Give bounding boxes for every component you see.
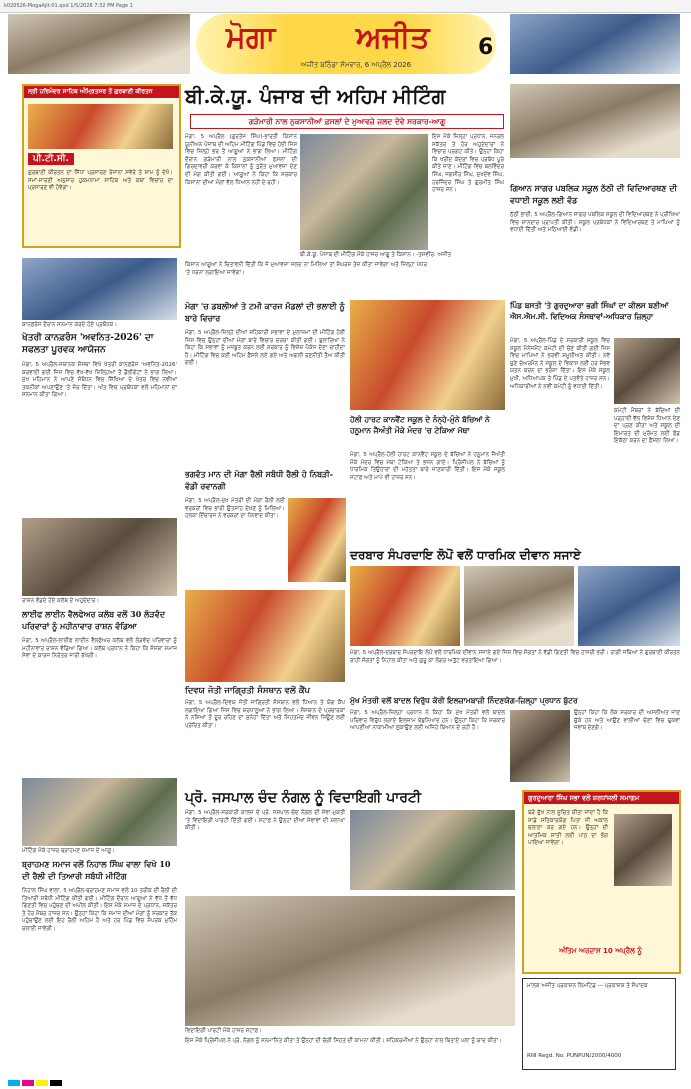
lead-body-1: ਮੋਗਾ, 5 ਅਪ੍ਰੈਲ (ਗੁਰਤੇਜ ਸਿੰਘ)-ਭਾਰਤੀ ਕਿਸਾਨ ਯੂਨੀਅਨ ਪੰਜਾਬ ਦੀ ਅਹਿਮ ਮੀਟਿੰਗ ਪਿੰਡ ਵਿਚ ਹੋਈ ਜਿਸ ਵਿਚ ਜ਼ਿਲ੍ਹੇ ਭਰ ਤੋਂ ਆਗੂਆਂ ਨੇ ਭਾਗ ਲਿਆ। ਮੀਟਿੰਗ ਦੌਰਾਨ ਗੜੇਮਾਰੀ ਨਾਲ ਨੁਕਸਾਨੀਆਂ ਫ਼ਸਲਾਂ ਦੀ ਗਿਰਦਾਵਰੀ ਕਰਵਾ ਕੇ ਕਿਸਾਨਾਂ ਨੂੰ ਤੁਰੰਤ ਮੁਆਵਜ਼ਾ ਦੇਣ ਦੀ ਮੰਗ ਕੀਤੀ ਗਈ। ਆਗੂਆਂ ਨੇ ਕਿਹਾ ਕਿ ਸਰਕਾਰ ਕਿਸਾਨਾਂ ਦੀਆਂ ਮੰਗਾਂ ਵੱਲ ਧਿਆਨ ਨਹੀਂ ਦੇ ਰਹੀ। [185, 134, 297, 186]
darbar-headline: ਦਰਬਾਰ ਸੰਪਰਦਾਇ ਲੋਪੋਂ ਵਲੋਂ ਧਾਰਮਿਕ ਦੀਵਾਨ ਸਜਾਏ [350, 548, 581, 562]
right-ad-portrait [614, 814, 672, 886]
bhagwant-photo [288, 498, 346, 582]
brahman-photo [22, 778, 177, 846]
lead-photo [300, 134, 428, 250]
vidyarthi-photo [614, 338, 680, 404]
kheti-photo [22, 258, 177, 320]
jaspal-body-2: ਇਸ ਮੌਕੇ ਪ੍ਰਿੰਸੀਪਲ ਨੇ ਪ੍ਰੋ. ਨੰਗਲ ਨੂੰ ਸਨਮਾਨਿਤ ਕੀਤਾ ਤੇ ਉਨ੍ਹਾਂ ਦੀ ਚੰਗੀ ਸਿਹਤ ਦੀ ਕਾਮਨਾ ਕੀਤੀ। ਸਹਿਕਰਮੀਆਂ ਨੇ ਉਨ੍ਹਾਂ ਨਾਲ ਬਿਤਾਏ ਪਲਾਂ ਨੂੰ ਯਾਦ ਕੀਤਾ। [185, 1038, 502, 1044]
mangal-body: ਮੋਗਾ, 5 ਅਪ੍ਰੈਲ-ਜ਼ਿਲ੍ਹੇ ਦੀਆਂ ਸਹਿਕਾਰੀ ਸਭਾਵਾਂ ਦੇ ਮੁਲਾਜ਼ਮਾਂ ਦੀ ਮੀਟਿੰਗ ਹੋਈ ਜਿਸ ਵਿਚ ਉਨ੍ਹਾਂ ਦੀਆਂ ਮੰਗਾਂ ਬਾਰੇ ਵਿਚਾਰ ਚਰਚਾ ਕੀਤੀ ਗਈ। ਬੁਲਾਰਿਆਂ ਨੇ ਕਿਹਾ ਕਿ ਸਭਾਵਾਂ ਨੂੰ ਮਜ਼ਬੂਤ ਕਰਨ ਲਈ ਸਰਕਾਰ ਨੂੰ ਵਿਸ਼ੇਸ਼ ਪੈਕੇਜ ਦੇਣਾ ਚਾਹੀਦਾ ਹੈ। ਮੀਟਿੰਗ ਵਿਚ ਕਈ ਅਹਿਮ ਫ਼ੈਸਲੇ ਲਏ ਗਏ ਅਤੇ ਅਗਲੀ ਰਣਨੀਤੀ ਤੈਅ ਕੀਤੀ ਗਈ। [185, 330, 345, 367]
rni-number: RNI Regd. No. PUNPUN/2000/4000 [527, 1053, 622, 1059]
divya-body: ਮੋਗਾ, 5 ਅਪ੍ਰੈਲ-ਦਿਵਯ ਜੋਤੀ ਜਾਗ੍ਰਿਤੀ ਸੰਸਥਾਨ ਵਲੋਂ ਧਿਆਨ ਤੇ ਯੋਗ ਕੈਂਪ ਲਗਾਇਆ ਗਿਆ ਜਿਸ ਵਿਚ ਸ਼ਰਧਾਲੂਆਂ ਨੇ ਭਾਗ ਲਿਆ। ਸੰਸਥਾਨ ਦੇ ਪ੍ਰਚਾਰਕਾਂ ਨੇ ਨਸ਼ਿਆਂ ਤੋਂ ਦੂਰ ਰਹਿਣ ਦਾ ਸੁਨੇਹਾ ਦਿੱਤਾ ਅਤੇ ਸਿਹਤਮੰਦ ਜੀਵਨ ਜਿਊਣ ਲਈ ਪ੍ਰੇਰਿਤ ਕੀਤਾ। [185, 700, 345, 729]
left-ad-tag: ਪੀ.ਟੀ.ਸੀ. [28, 153, 74, 165]
lead-body-2: ਇਸ ਮੌਕੇ ਜ਼ਿਲ੍ਹਾ ਪ੍ਰਧਾਨ, ਜਨਰਲ ਸਕੱਤਰ ਤੇ ਹੋਰ ਅਹੁਦੇਦਾਰਾਂ ਨੇ ਵਿਚਾਰ ਪ੍ਰਗਟ ਕੀਤੇ। ਉਨ੍ਹਾਂ ਕਿਹਾ ਕਿ ਖਰੀਦ ਕੇਂਦਰਾਂ ਵਿਚ ਪ੍ਰਬੰਧ ਪੂਰੇ ਕੀਤੇ ਜਾਣ। ਮੀਟਿੰਗ ਵਿਚ ਬਲਵਿੰਦਰ ਸਿੰਘ, ਜਗਸੀਰ ਸਿੰਘ, ਸੁਖਦੇਵ ਸਿੰਘ, ਹਰਜਿੰਦਰ ਸਿੰਘ ਤੇ ਗੁਰਮੀਤ ਸਿੰਘ ਹਾਜ਼ਰ ਸਨ। [432, 134, 504, 194]
right-ad-text: ਬੜੇ ਦੁੱਖ ਨਾਲ ਸੂਚਿਤ ਕੀਤਾ ਜਾਂਦਾ ਹੈ ਕਿ ਸਾਡੇ ਸਤਿਕਾਰਯੋਗ ਪਿਤਾ ਜੀ ਅਕਾਲ ਚਲਾਣਾ ਕਰ ਗਏ ਹਨ। ਉਨ੍ਹਾਂ ਦੀ ਆਤਮਿਕ ਸ਼ਾਂਤੀ ਲਈ ਪਾਠ ਦਾ ਭੋਗ ਪਾਇਆ ਜਾਵੇਗਾ। [528, 810, 608, 847]
brahman-headline: ਬ੍ਰਾਹਮਣ ਸਮਾਜ ਵਲੋਂ ਨਿਹਾਲ ਸਿੰਘ ਵਾਲਾ ਵਿਖੇ 10 ਦੀ ਰੈਲੀ ਦੀ ਤਿਆਰੀ ਸਬੰਧੀ ਮੀਟਿੰਗ [22, 859, 171, 881]
masthead-photo-right [510, 14, 680, 74]
holi-photo [350, 300, 505, 410]
brahman-body: ਨਿਹਾਲ ਸਿੰਘ ਵਾਲਾ, 5 ਅਪ੍ਰੈਲ-ਬ੍ਰਾਹਮਣ ਸਮਾਜ ਵਲੋਂ 10 ਤਰੀਕ ਦੀ ਰੈਲੀ ਦੀ ਤਿਆਰੀ ਸਬੰਧੀ ਮੀਟਿੰਗ ਕੀਤੀ ਗਈ। ਮੀਟਿੰਗ ਦੌਰਾਨ ਆਗੂਆਂ ਨੇ ਵੱਧ ਤੋਂ ਵੱਧ ਗਿਣਤੀ ਵਿਚ ਪਹੁੰਚਣ ਦੀ ਅਪੀਲ ਕੀਤੀ। ਇਸ ਮੌਕੇ ਸਮਾਜ ਦੇ ਪ੍ਰਧਾਨ, ਸਕੱਤਰ ਤੇ ਹੋਰ ਮੈਂਬਰ ਹਾਜ਼ਰ ਸਨ। ਉਨ੍ਹਾਂ ਕਿਹਾ ਕਿ ਸਮਾਜ ਦੀਆਂ ਮੰਗਾਂ ਨੂੰ ਸਰਕਾਰ ਤੱਕ ਪਹੁੰਚਾਉਣ ਲਈ ਇਹ ਰੈਲੀ ਅਹਿਮ ਹੈ ਅਤੇ ਹਰ ਪਿੰਡ ਵਿਚ ਸੰਪਰਕ ਮੁਹਿੰਮ ਚਲਾਈ ਜਾਵੇਗੀ। [22, 888, 177, 932]
gyan-sagar-body: ਠੱਠੀ ਭਾਈ, 5 ਅਪ੍ਰੈਲ-ਗਿਆਨ ਸਾਗਰ ਪਬਲਿਕ ਸਕੂਲ ਦੀ ਵਿਦਿਆਰਥਣ ਨੇ ਪ੍ਰੀਖਿਆ ਵਿਚ ਸ਼ਾਨਦਾਰ ਪ੍ਰਾਪਤੀ ਕੀਤੀ। ਸਕੂਲ ਪ੍ਰਬੰਧਕਾਂ ਨੇ ਵਿਦਿਆਰਥਣ ਤੇ ਮਾਪਿਆਂ ਨੂੰ ਵਧਾਈ ਦਿੱਤੀ ਅਤੇ ਮਠਿਆਈ ਵੰਡੀ। [510, 212, 680, 234]
brahman-caption: ਮੀਟਿੰਗ ਮੌਕੇ ਹਾਜ਼ਰ ਬ੍ਰਾਹਮਣ ਸਮਾਜ ਦੇ ਆਗੂ। [22, 848, 115, 854]
left-ad-photo [28, 104, 173, 149]
lead-caption: ਬੀ.ਕੇ.ਯੂ. ਪੰਜਾਬ ਦੀ ਮੀਟਿੰਗ ਮੌਕੇ ਹਾਜ਼ਰ ਆਗੂ ਤੇ ਕਿਸਾਨ। -ਤਸਵੀਰ: ਅਜੀਤ [300, 252, 452, 258]
lions-headline: ਲਾਈਫ ਲਾਈਨ ਵੈਲਫੇਅਰ ਕਲੱਬ ਵਲੋਂ 30 ਲੋੜਵੰਦ ਪਰਿਵਾਰਾਂ ਨੂੰ ਮਹੀਨਾਵਾਰ ਰਾਸ਼ਨ ਵੰਡਿਆ [22, 609, 165, 631]
lions-caption: ਰਾਸ਼ਨ ਵੰਡਦੇ ਹੋਏ ਕਲੱਬ ਦੇ ਅਹੁਦੇਦਾਰ। [22, 598, 100, 604]
darbar-photo-2 [464, 566, 574, 646]
gyan-sagar-photo [510, 84, 680, 158]
page-number: 6 [478, 35, 494, 60]
mukh-mantri-photo [510, 710, 570, 782]
holi-headline: ਹੋਲੀ ਹਾਰਟ ਕਾਨਵੈਂਟ ਸਕੂਲ ਦੇ ਨੰਨ੍ਹੇ-ਮੁੰਨੇ ਬੱਚਿਆਂ ਨੇ ਹਨੂਮਾਨ ਜੈਅੰਤੀ ਮੌਕੇ ਮੰਦਰ 'ਚ ਟੇਕਿਆ ਮੱਥਾ [350, 415, 490, 435]
mukh-mantri-headline: ਮੁੱਖ ਮੰਤਰੀ ਵਲੋਂ ਬਾਦਲ ਵਿਰੁੱਧ ਕੋਰੀ ਇਲਜ਼ਾਮਬਾਜ਼ੀ ਨਿੰਦਣਯੋਗ-ਜ਼ਿਲ੍ਹਾ ਪ੍ਰਧਾਨ ਬੁੱਟਰ [350, 696, 578, 705]
bhagwant-body: ਮੋਗਾ, 5 ਅਪ੍ਰੈਲ-ਮੁੱਖ ਮੰਤਰੀ ਦੀ ਮੋਗਾ ਰੈਲੀ ਲਈ ਵਰਕਰਾਂ ਵਿਚ ਭਾਰੀ ਉਤਸ਼ਾਹ ਦੇਖਣ ਨੂੰ ਮਿਲਿਆ। ਹਲਕਾ ਇੰਚਾਰਜ ਨੇ ਵਰਕਰਾਂ ਦਾ ਧੰਨਵਾਦ ਕੀਤਾ। [185, 498, 285, 520]
right-ad [522, 790, 681, 974]
lions-photo [22, 518, 177, 596]
vidyarthi-body: ਮੋਗਾ, 5 ਅਪ੍ਰੈਲ-ਪਿੰਡ ਦੇ ਸਰਕਾਰੀ ਸਕੂਲ ਵਿਚ ਸਕੂਲ ਮੈਨੇਜਮੈਂਟ ਕਮੇਟੀ ਦੀ ਚੋਣ ਕੀਤੀ ਗਈ ਜਿਸ ਵਿਚ ਮਾਪਿਆਂ ਨੇ ਭਰਵੀਂ ਸ਼ਮੂਲੀਅਤ ਕੀਤੀ। ਨਵੇਂ ਚੁਣੇ ਚੇਅਰਮੈਨ ਨੇ ਸਕੂਲ ਦੇ ਵਿਕਾਸ ਲਈ ਹਰ ਸੰਭਵ ਯਤਨ ਕਰਨ ਦਾ ਭਰੋਸਾ ਦਿੱਤਾ। ਇਸ ਮੌਕੇ ਸਕੂਲ ਮੁਖੀ, ਅਧਿਆਪਕ ਤੇ ਪਿੰਡ ਦੇ ਪਤਵੰਤੇ ਹਾਜ਼ਰ ਸਨ। ਅਧਿਕਾਰੀਆਂ ਨੇ ਨਵੀਂ ਕਮੇਟੀ ਨੂੰ ਵਧਾਈ ਦਿੱਤੀ। [510, 338, 610, 390]
mukh-mantri-body-2: ਉਨ੍ਹਾਂ ਕਿਹਾ ਕਿ ਲੋਕ ਸਰਕਾਰ ਦੀ ਅਸਲੀਅਤ ਜਾਣ ਚੁੱਕੇ ਹਨ ਅਤੇ ਆਉਣ ਵਾਲੀਆਂ ਚੋਣਾਂ ਵਿਚ ਢੁਕਵਾਂ ਜਵਾਬ ਦੇਣਗੇ। [574, 710, 680, 732]
imprint-box [522, 978, 676, 1070]
holi-body: ਮੋਗਾ, 5 ਅਪ੍ਰੈਲ-ਹੋਲੀ ਹਾਰਟ ਕਾਨਵੈਂਟ ਸਕੂਲ ਦੇ ਬੱਚਿਆਂ ਨੇ ਹਨੂਮਾਨ ਜੈਅੰਤੀ ਮੌਕੇ ਮੰਦਰ ਵਿਚ ਮੱਥਾ ਟੇਕਿਆ ਤੇ ਭਜਨ ਗਾਏ। ਪ੍ਰਿੰਸੀਪਲ ਨੇ ਬੱਚਿਆਂ ਨੂੰ ਧਾਰਮਿਕ ਤਿਉਹਾਰਾਂ ਦੀ ਮਹੱਤਤਾ ਬਾਰੇ ਜਾਣਕਾਰੀ ਦਿੱਤੀ। ਇਸ ਮੌਕੇ ਸਕੂਲ ਸਟਾਫ਼ ਅਤੇ ਮਾਪੇ ਵੀ ਹਾਜ਼ਰ ਸਨ। [350, 452, 505, 481]
darbar-photo-3 [578, 566, 680, 646]
lead-kicker: ਗੜੇਮਾਰੀ ਨਾਲ ਨੁਕਸਾਨੀਆਂ ਫ਼ਸਲਾਂ ਦੇ ਮੁਆਵਜ਼ੇ ਜਲਦ ਦੇਵੇ ਸਰਕਾਰ-ਆਗੂ [190, 114, 504, 129]
right-ad-title: ਗੁਰਦੁਆਰਾ ਸਿੰਘ ਸਭਾ ਵਲੋਂ ਸ਼ਰਧਾਂਜਲੀ ਸਮਾਗਮ [524, 792, 679, 804]
masthead-edition: ਅਜੀਤ ਬਠਿੰਡਾ ਸੋਮਵਾਰ, 6 ਅਪ੍ਰੈਲ 2026 [300, 61, 412, 69]
right-ad-body: ਅੰਤਿਮ ਅਰਦਾਸ 10 ਅਪ੍ਰੈਲ ਨੂੰ [559, 947, 642, 955]
jaspal-photo-small [350, 810, 515, 890]
divya-headline: ਦਿਵਯ ਜੋਤੀ ਜਾਗ੍ਰਿਤੀ ਸੰਸਥਾਨ ਵਲੋਂ ਕੈਂਪ [185, 686, 310, 696]
jaspal-caption: ਵਿਦਾਇਗੀ ਪਾਰਟੀ ਮੌਕੇ ਹਾਜ਼ਰ ਸਟਾਫ਼। [185, 1028, 262, 1034]
masthead-ajit: ਅਜੀਤ [356, 20, 430, 55]
lions-body: ਮੋਗਾ, 5 ਅਪ੍ਰੈਲ-ਲਾਈਫ ਲਾਈਨ ਵੈਲਫੇਅਰ ਕਲੱਬ ਵਲੋਂ ਲੋੜਵੰਦ ਪਰਿਵਾਰਾਂ ਨੂੰ ਮਹੀਨਾਵਾਰ ਰਾਸ਼ਨ ਵੰਡਿਆ ਗਿਆ। ਕਲੱਬ ਪ੍ਰਧਾਨ ਨੇ ਕਿਹਾ ਕਿ ਸੰਸਥਾ ਸਮਾਜ ਸੇਵਾ ਦੇ ਕਾਰਜ ਨਿਰੰਤਰ ਜਾਰੀ ਰੱਖੇਗੀ। [22, 638, 177, 660]
left-ad-body: ਗੁਰਬਾਣੀ ਕੀਰਤਨ ਦਾ ਸਿੱਧਾ ਪ੍ਰਸਾਰਣ ਰੋਜ਼ਾਨਾ ਸਵੇਰੇ ਤੇ ਸ਼ਾਮ ਨੂੰ ਦੇਖੋ। ਸਮਾਂ-ਸਾਰਣੀ ਅਨੁਸਾਰ ਹੁਕਮਨਾਮਾ ਸਾਹਿਬ ਅਤੇ ਕਥਾ ਵਿਚਾਰ ਦਾ ਪ੍ਰਸਾਰਣ ਵੀ ਹੋਵੇਗਾ। [28, 170, 173, 192]
masthead-photo-left [8, 14, 190, 74]
jaspal-photo [185, 896, 515, 1026]
lead-body-3: ਕਿਸਾਨ ਆਗੂਆਂ ਨੇ ਚਿਤਾਵਨੀ ਦਿੱਤੀ ਕਿ ਜੇ ਮੁਆਵਜ਼ਾ ਜਲਦ ਨਾ ਮਿਲਿਆ ਤਾਂ ਸੰਘਰਸ਼ ਤੇਜ਼ ਕੀਤਾ ਜਾਵੇਗਾ ਅਤੇ ਜ਼ਿਲ੍ਹਾ ਪੱਧਰ 'ਤੇ ਧਰਨਾ ਲਗਾਇਆ ਜਾਵੇਗਾ। [185, 262, 427, 276]
lead-headline: ਬੀ.ਕੇ.ਯੂ. ਪੰਜਾਬ ਦੀ ਅਹਿਮ ਮੀਟਿੰਗ [185, 84, 446, 108]
imprint-text: ਮਾਲਕ ਅਜੀਤ ਪ੍ਰਕਾਸ਼ਨ ਲਿਮਟਿਡ — ਪ੍ਰਕਾਸ਼ਕ ਤੇ ਸੰਪਾਦਕ [527, 983, 648, 989]
gyan-sagar-headline: ਗਿਆਨ ਸਾਗਰ ਪਬਲਿਕ ਸਕੂਲ ਠੱਠੀ ਦੀ ਵਿਦਿਆਰਥਣ ਦੀ ਵਧਾਈ ਸਕੂਲ ਲਈ ਵੰਡ [510, 183, 677, 205]
divya-photo [185, 590, 345, 682]
vidyarthi-body-2: ਕਮੇਟੀ ਮੈਂਬਰਾਂ ਨੇ ਬੱਚਿਆਂ ਦੀ ਪੜ੍ਹਾਈ ਵੱਲ ਵਿਸ਼ੇਸ਼ ਧਿਆਨ ਦੇਣ ਦਾ ਪ੍ਰਣ ਕੀਤਾ ਅਤੇ ਸਕੂਲ ਦੀ ਇਮਾਰਤ ਦੀ ਮੁਰੰਮਤ ਲਈ ਫੰਡ ਇਕੱਠਾ ਕਰਨ ਦਾ ਫ਼ੈਸਲਾ ਲਿਆ। [614, 408, 680, 445]
mukh-mantri-body: ਮੋਗਾ, 5 ਅਪ੍ਰੈਲ-ਜ਼ਿਲ੍ਹਾ ਪ੍ਰਧਾਨ ਨੇ ਕਿਹਾ ਕਿ ਮੁੱਖ ਮੰਤਰੀ ਵਲੋਂ ਬਾਦਲ ਪਰਿਵਾਰ ਵਿਰੁੱਧ ਲਗਾਏ ਇਲਜ਼ਾਮ ਬੇਬੁਨਿਆਦ ਹਨ। ਉਨ੍ਹਾਂ ਕਿਹਾ ਕਿ ਸਰਕਾਰ ਆਪਣੀਆਂ ਨਾਕਾਮੀਆਂ ਲੁਕਾਉਣ ਲਈ ਅਜਿਹੇ ਬਿਆਨ ਦੇ ਰਹੀ ਹੈ। [350, 710, 505, 732]
registration-bar [0, 1078, 687, 1089]
darbar-photo-1 [350, 566, 460, 646]
left-ad [22, 84, 181, 248]
masthead-moga: ਮੋਗਾ [226, 20, 276, 55]
jaspal-body: ਮੋਗਾ, 5 ਅਪ੍ਰੈਲ-ਸਰਕਾਰੀ ਕਾਲਜ ਦੇ ਪ੍ਰੋ. ਜਸਪਾਲ ਚੰਦ ਨੰਗਲ ਦੀ ਸੇਵਾ-ਮੁਕਤੀ 'ਤੇ ਵਿਦਾਇਗੀ ਪਾਰਟੀ ਦਿੱਤੀ ਗਈ। ਸਟਾਫ਼ ਨੇ ਉਨ੍ਹਾਂ ਦੀਆਂ ਸੇਵਾਵਾਂ ਦੀ ਸ਼ਲਾਘਾ ਕੀਤੀ। [185, 810, 345, 832]
kheti-caption: ਕਾਨਫ਼ਰੰਸ ਦੌਰਾਨ ਸਨਮਾਨ ਕਰਦੇ ਹੋਏ ਪ੍ਰਬੰਧਕ। [22, 322, 118, 328]
file-slug: k020526-MogaAjit-01.qxd 1/5/2026 7:32 PM Page 1 [0, 0, 691, 13]
kheti-body: ਮੋਗਾ, 5 ਅਪ੍ਰੈਲ-ਸਥਾਨਕ ਸੰਸਥਾ ਵਿਖੇ ਖੇਤਰੀ ਕਾਨਫ਼ਰੰਸ 'ਅਵਨਿਤ-2026' ਕਰਵਾਈ ਗਈ ਜਿਸ ਵਿਚ ਵੱਖ-ਵੱਖ ਜ਼ਿਲ੍ਹਿਆਂ ਤੋਂ ਡੈਲੀਗੇਟਾਂ ਨੇ ਭਾਗ ਲਿਆ। ਮੁੱਖ ਮਹਿਮਾਨ ਨੇ ਆਪਣੇ ਸੰਬੋਧਨ ਵਿਚ ਸਿੱਖਿਆ ਦੇ ਖੇਤਰ ਵਿਚ ਨਵੀਆਂ ਤਕਨੀਕਾਂ ਅਪਣਾਉਣ 'ਤੇ ਜ਼ੋਰ ਦਿੱਤਾ। ਅੰਤ ਵਿਚ ਪ੍ਰਬੰਧਕਾਂ ਵਲੋਂ ਮਹਿਮਾਨਾਂ ਦਾ ਸਨਮਾਨ ਕੀਤਾ ਗਿਆ। [22, 362, 177, 399]
jaspal-headline: ਪ੍ਰੋ. ਜਸਪਾਲ ਚੰਦ ਨੰਗਲ ਨੂੰ ਵਿਦਾਇਗੀ ਪਾਰਟੀ [185, 790, 422, 806]
kheti-headline: ਖੇਤਰੀ ਕਾਨਫ਼ਰੰਸ 'ਅਵਨਿਤ-2026' ਦਾ ਸਫਲਤਾ ਪੂਰਵਕ ਆਯੋਜਨ [22, 333, 154, 355]
darbar-body: ਮੋਗਾ, 5 ਅਪ੍ਰੈਲ-ਦਰਬਾਰ ਸੰਪਰਦਾਇ ਲੋਪੋਂ ਵਲੋਂ ਧਾਰਮਿਕ ਦੀਵਾਨ ਸਜਾਏ ਗਏ ਜਿਸ ਵਿਚ ਸੰਗਤਾਂ ਨੇ ਵੱਡੀ ਗਿਣਤੀ ਵਿਚ ਹਾਜ਼ਰੀ ਭਰੀ। ਰਾਗੀ ਜਥਿਆਂ ਨੇ ਗੁਰਬਾਣੀ ਕੀਰਤਨ ਰਾਹੀਂ ਸੰਗਤਾਂ ਨੂੰ ਨਿਹਾਲ ਕੀਤਾ ਅਤੇ ਗੁਰੂ ਕਾ ਲੰਗਰ ਅਤੁੱਟ ਵਰਤਾਇਆ ਗਿਆ। [350, 650, 680, 664]
masthead [196, 14, 496, 74]
left-ad-title: ਸ੍ਰੀ ਹਰਿਮੰਦਰ ਸਾਹਿਬ ਅੰਮ੍ਰਿਤਸਰ ਤੋਂ ਗੁਰਬਾਣੀ ਕੀਰਤਨ [24, 86, 179, 98]
mangal-headline: ਮੋਗਾ 'ਚ ਡਬਲੀਆਂ ਤੇ ਟਮੀ ਕਾਰਜ ਮੰਡਲਾਂ ਦੀ ਭਲਾਈ ਨੂੰ ਬਾਰੇ ਵਿਚਾਰ [185, 301, 345, 323]
bhagwant-headline: ਭਗਵੰਤ ਮਾਨ ਦੀ ਮੋਗਾ ਰੈਲੀ ਸਬੰਧੀ ਰੈਲੀ ਹੋ ਨਿਬੜੀ-ਵੱਡੀ ਰਵਾਨਗੀ [185, 469, 334, 491]
vidyarthi-headline: ਪਿੰਡ ਬਸਤੀ 'ਤੇ ਗੁਰਦੁਆਰਾ ਭਗੀ ਸਿੰਘਾਂ ਦਾ ਕੀਲਸ ਬਣੀਆਂ ਐਸ.ਐਮ.ਸੀ. ਵਿਦਿਅਕ ਸੰਸਥਾਵਾਂ-ਅਧਿਕਾਰ ਜ਼ਿਲ੍ਹਾ [510, 301, 669, 321]
